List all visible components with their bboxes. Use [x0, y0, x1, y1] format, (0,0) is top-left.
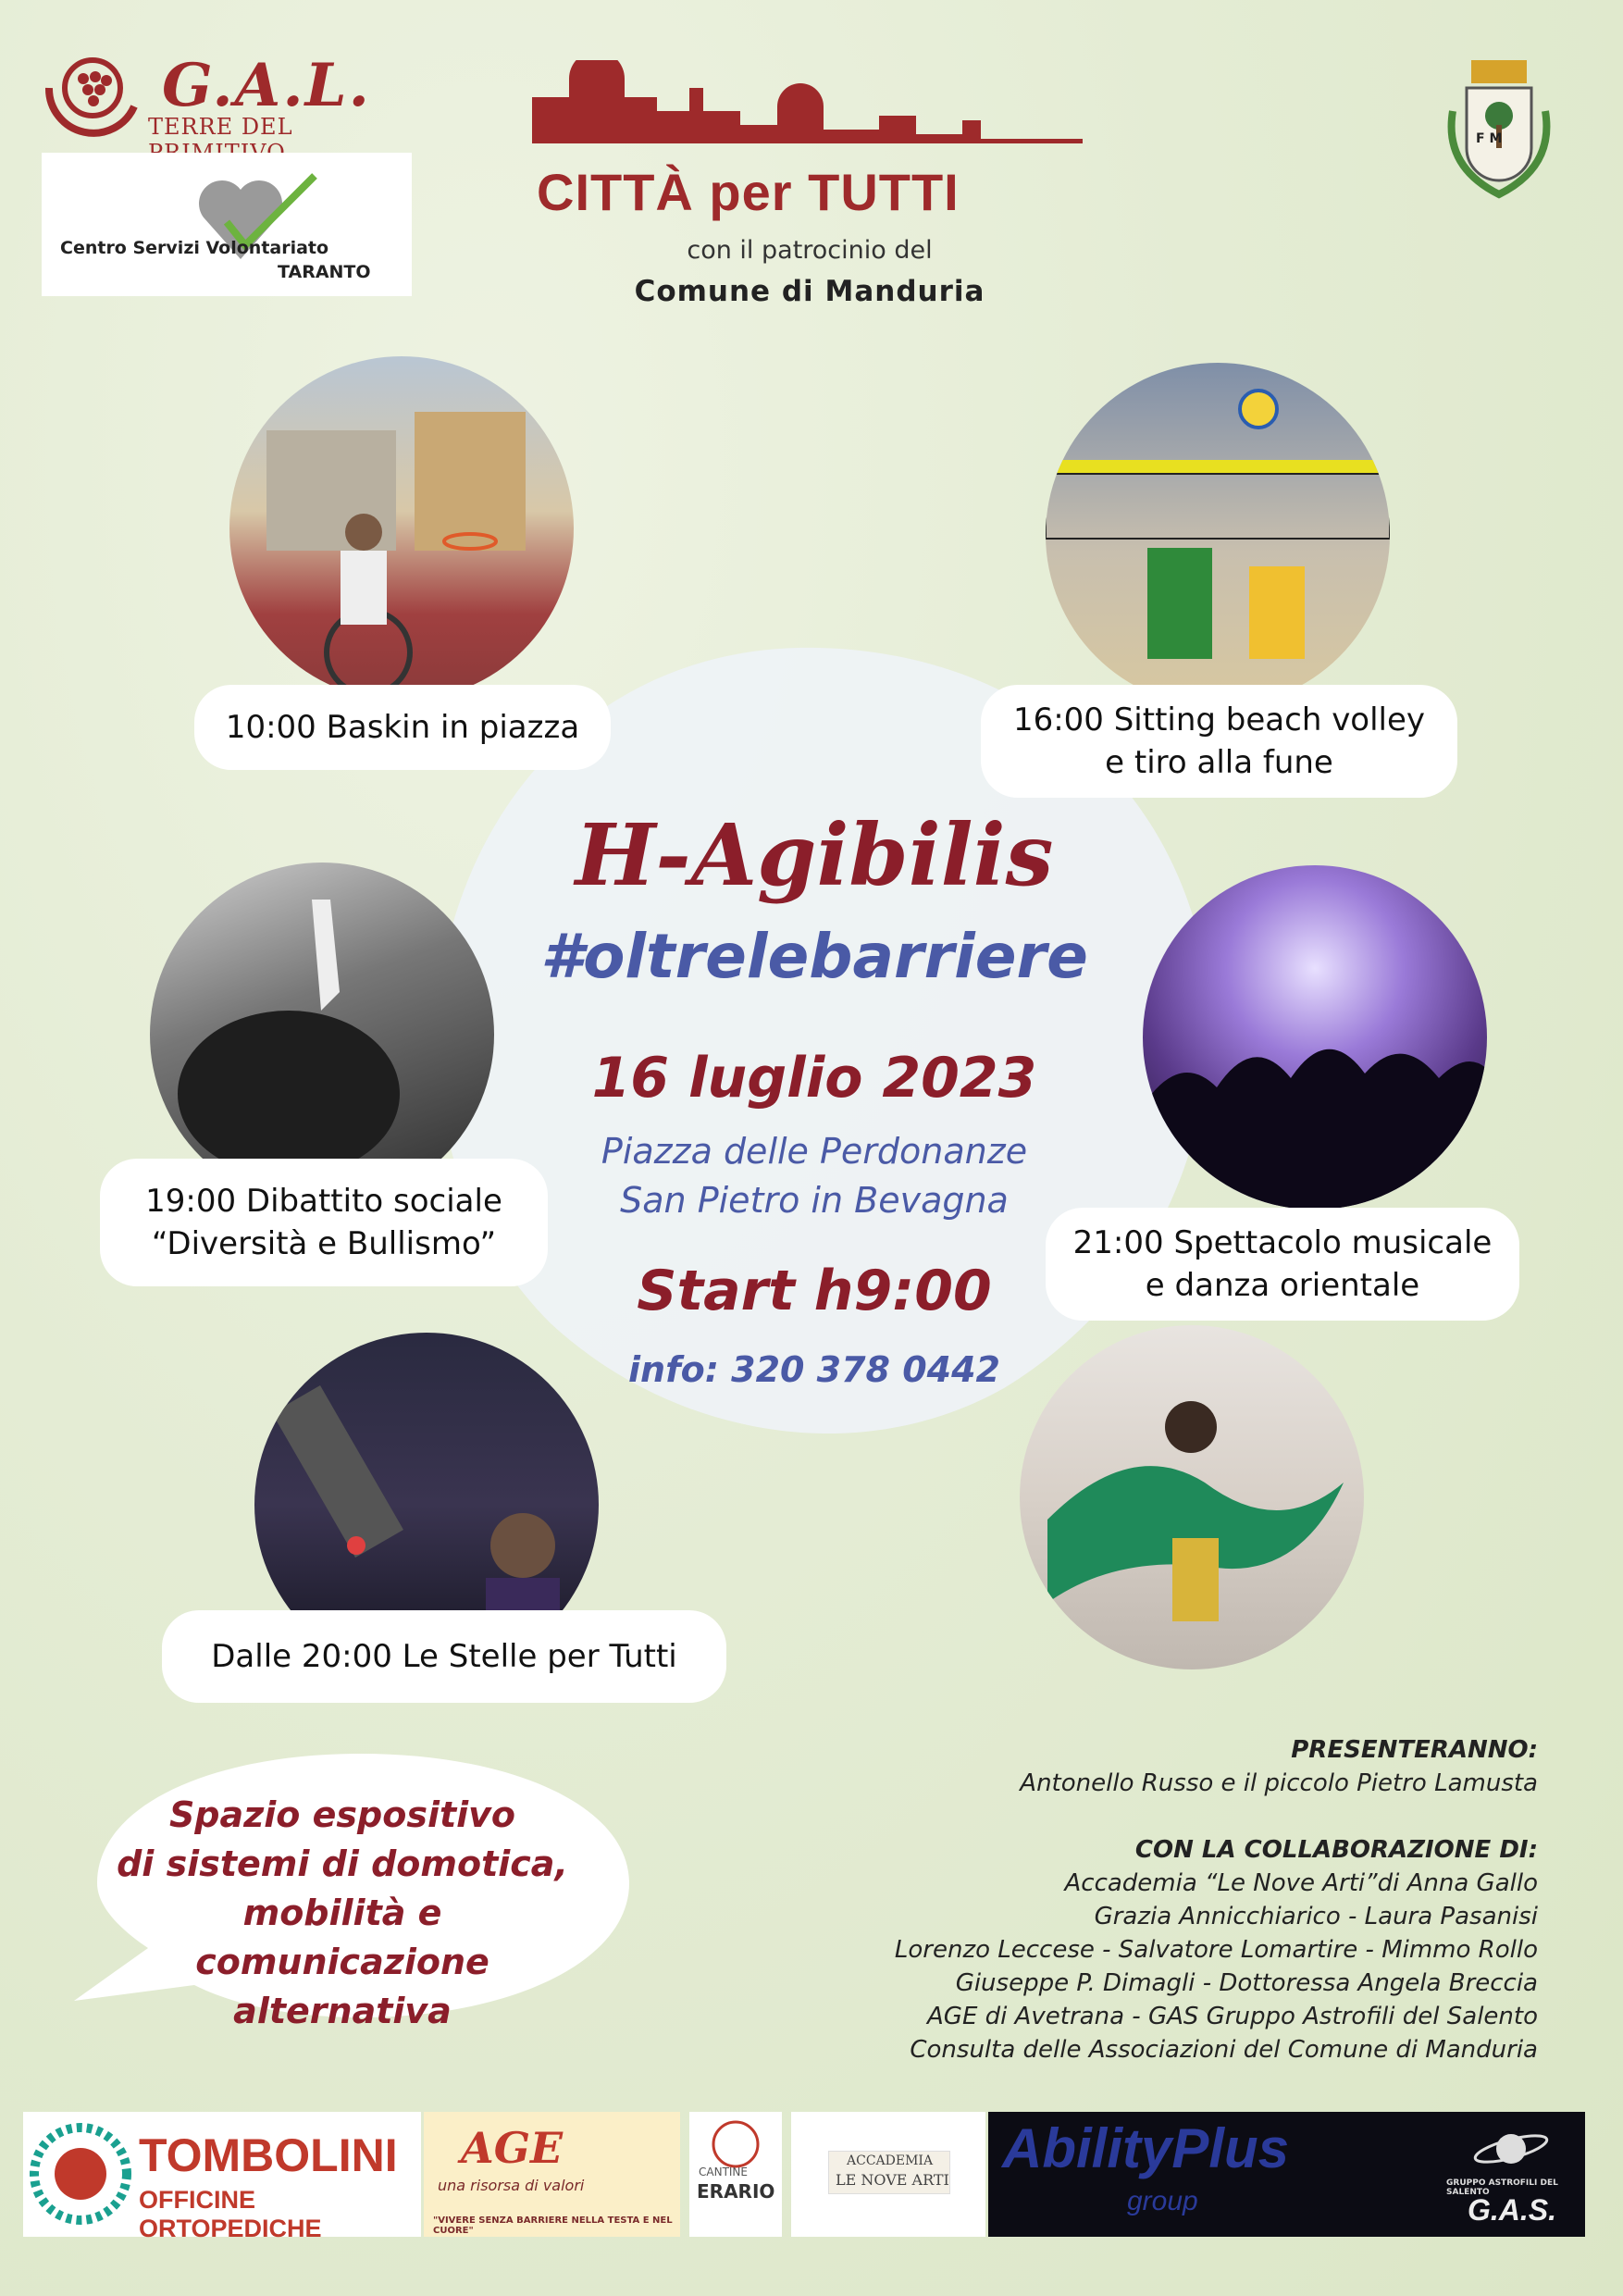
crest-letters: F M [1476, 131, 1503, 146]
bubble-text [102, 1791, 583, 2036]
patrocinio-text: con il patrocinio del [687, 236, 933, 265]
bubble-line1: Spazio espositivo [168, 1794, 516, 1835]
raised-hand-icon [150, 863, 494, 1207]
event-start: Start h9:00 [637, 1259, 992, 1323]
gas-sub: GRUPPO ASTROFILI DEL SALENTO [1446, 2178, 1558, 2197]
collab-line: Consulta delle Associazioni del Comune di Manduria [910, 2036, 1538, 2064]
collab-line: AGE di Avetrana - GAS Gruppo Astrofili del Salento [927, 2003, 1538, 2030]
gal-subtitle: TERRE DEL [148, 114, 293, 140]
volleyball-icon [1046, 363, 1390, 707]
skyline-icon [527, 60, 1092, 157]
gas-name: G.A.S. [1468, 2193, 1557, 2227]
activity-beach-volley [981, 685, 1457, 798]
erario-logo-icon [708, 2116, 763, 2172]
ability-name: AbilityPlus [1002, 2117, 1290, 2179]
ability-sub: group [1127, 2186, 1198, 2216]
collab-heading: CON LA COLLABORAZIONE DI: [1134, 1836, 1538, 1864]
presenters-heading: PRESENTERANNO: [1291, 1736, 1538, 1764]
csv-name: Centro Servizi Volontariato [60, 238, 329, 258]
activity-baskin [194, 685, 611, 770]
citta-title: CITTÀ per TUTTI [537, 163, 960, 221]
event-date: 16 luglio 2023 [591, 1046, 1037, 1111]
sponsor-tombolini [23, 2112, 421, 2242]
coat-of-arms [1434, 56, 1564, 213]
sponsor-ability [988, 2112, 1585, 2237]
saturn-icon [1469, 2121, 1553, 2177]
crowd-icon [1143, 865, 1487, 1210]
activity-stelle-line1: Dalle 20:00 Le Stelle per Tutti [211, 1638, 677, 1675]
age-slogan: "VIVERE SENZA BARRIERE NELLA TESTA E NEL CUORE" [433, 2215, 673, 2236]
presenters-names: Antonello Russo e il piccolo Pietro Lamusta [1020, 1769, 1538, 1797]
citta-logo [527, 60, 1092, 227]
age-name: AGE [461, 2123, 564, 2173]
gal-logo [42, 51, 421, 148]
photo-dibattito [150, 863, 494, 1207]
activity-dibattito-line1: 19:00 Dibattito sociale [145, 1183, 502, 1220]
erario-line2: ERARIO [697, 2180, 775, 2203]
activity-baskin-line1: 10:00 Baskin in piazza [225, 709, 580, 746]
collab-line: Accademia “Le Nove Arti”di Anna Gallo [1064, 1869, 1538, 1897]
photo-beach-volley [1046, 363, 1390, 707]
photo-baskin [229, 356, 574, 701]
dancer-icon [1020, 1325, 1364, 1669]
tombolini-logo-icon [28, 2121, 134, 2228]
activity-beach-volley-line2: e tiro alla fune [1105, 744, 1333, 781]
sponsor-accademia [791, 2112, 985, 2237]
activity-dibattito [100, 1159, 548, 1286]
tombolini-name: TOMBOLINI [139, 2129, 398, 2181]
csv-city: TARANTO [278, 262, 371, 282]
age-motto: una risorsa di valori [438, 2177, 585, 2194]
sponsor-erario [689, 2112, 782, 2237]
activity-beach-volley-line1: 16:00 Sitting beach volley [1012, 701, 1426, 738]
accademia-line2: LE NOVE ARTI [836, 2171, 949, 2189]
event-place-line2: San Pietro in Bevagna [620, 1180, 1009, 1221]
basketball-wheelchair-icon [229, 356, 574, 701]
collab-line: Grazia Annicchiarico - Laura Pasanisi [1094, 1903, 1538, 1930]
grape-icon [42, 51, 143, 143]
activity-stelle [162, 1610, 726, 1703]
photo-concerto [1143, 865, 1487, 1210]
event-hashtag: #oltrelebarriere [540, 921, 1088, 992]
comune-text: Comune di Manduria [634, 275, 985, 308]
tombolini-sub: OFFICINE ORTOPEDICHE [139, 2186, 322, 2242]
credits-block [705, 1733, 1538, 2066]
activity-dibattito-line2: “Diversità e Bullismo” [151, 1225, 497, 1262]
gal-title: G.A.L. [162, 51, 371, 120]
sponsor-age [424, 2112, 680, 2237]
collab-line: Lorenzo Leccese - Salvatore Lomartire - Mimmo Rollo [894, 1936, 1538, 1964]
photo-danza [1020, 1325, 1364, 1669]
collab-line: Giuseppe P. Dimagli - Dottoressa Angela Breccia [955, 1969, 1538, 1997]
event-title: H-Agibilis [575, 805, 1054, 905]
activity-spettacolo-line2: e danza orientale [1145, 1267, 1420, 1304]
bubble-line2: di sistemi di domotica, [117, 1843, 568, 1884]
bubble-line3: mobilità e comunicazione [195, 1893, 489, 1982]
event-info: info: 320 378 0442 [627, 1349, 1000, 1390]
csv-logo [42, 153, 412, 296]
activity-spettacolo-line1: 21:00 Spettacolo musicale [1072, 1224, 1493, 1261]
accademia-line1: ACCADEMIA [847, 2153, 934, 2168]
erario-line1: CANTINE [699, 2166, 748, 2178]
event-place-line1: Piazza delle Perdonanze [601, 1131, 1028, 1172]
activity-spettacolo [1046, 1208, 1519, 1321]
bubble-line4: alternativa [233, 1991, 452, 2031]
